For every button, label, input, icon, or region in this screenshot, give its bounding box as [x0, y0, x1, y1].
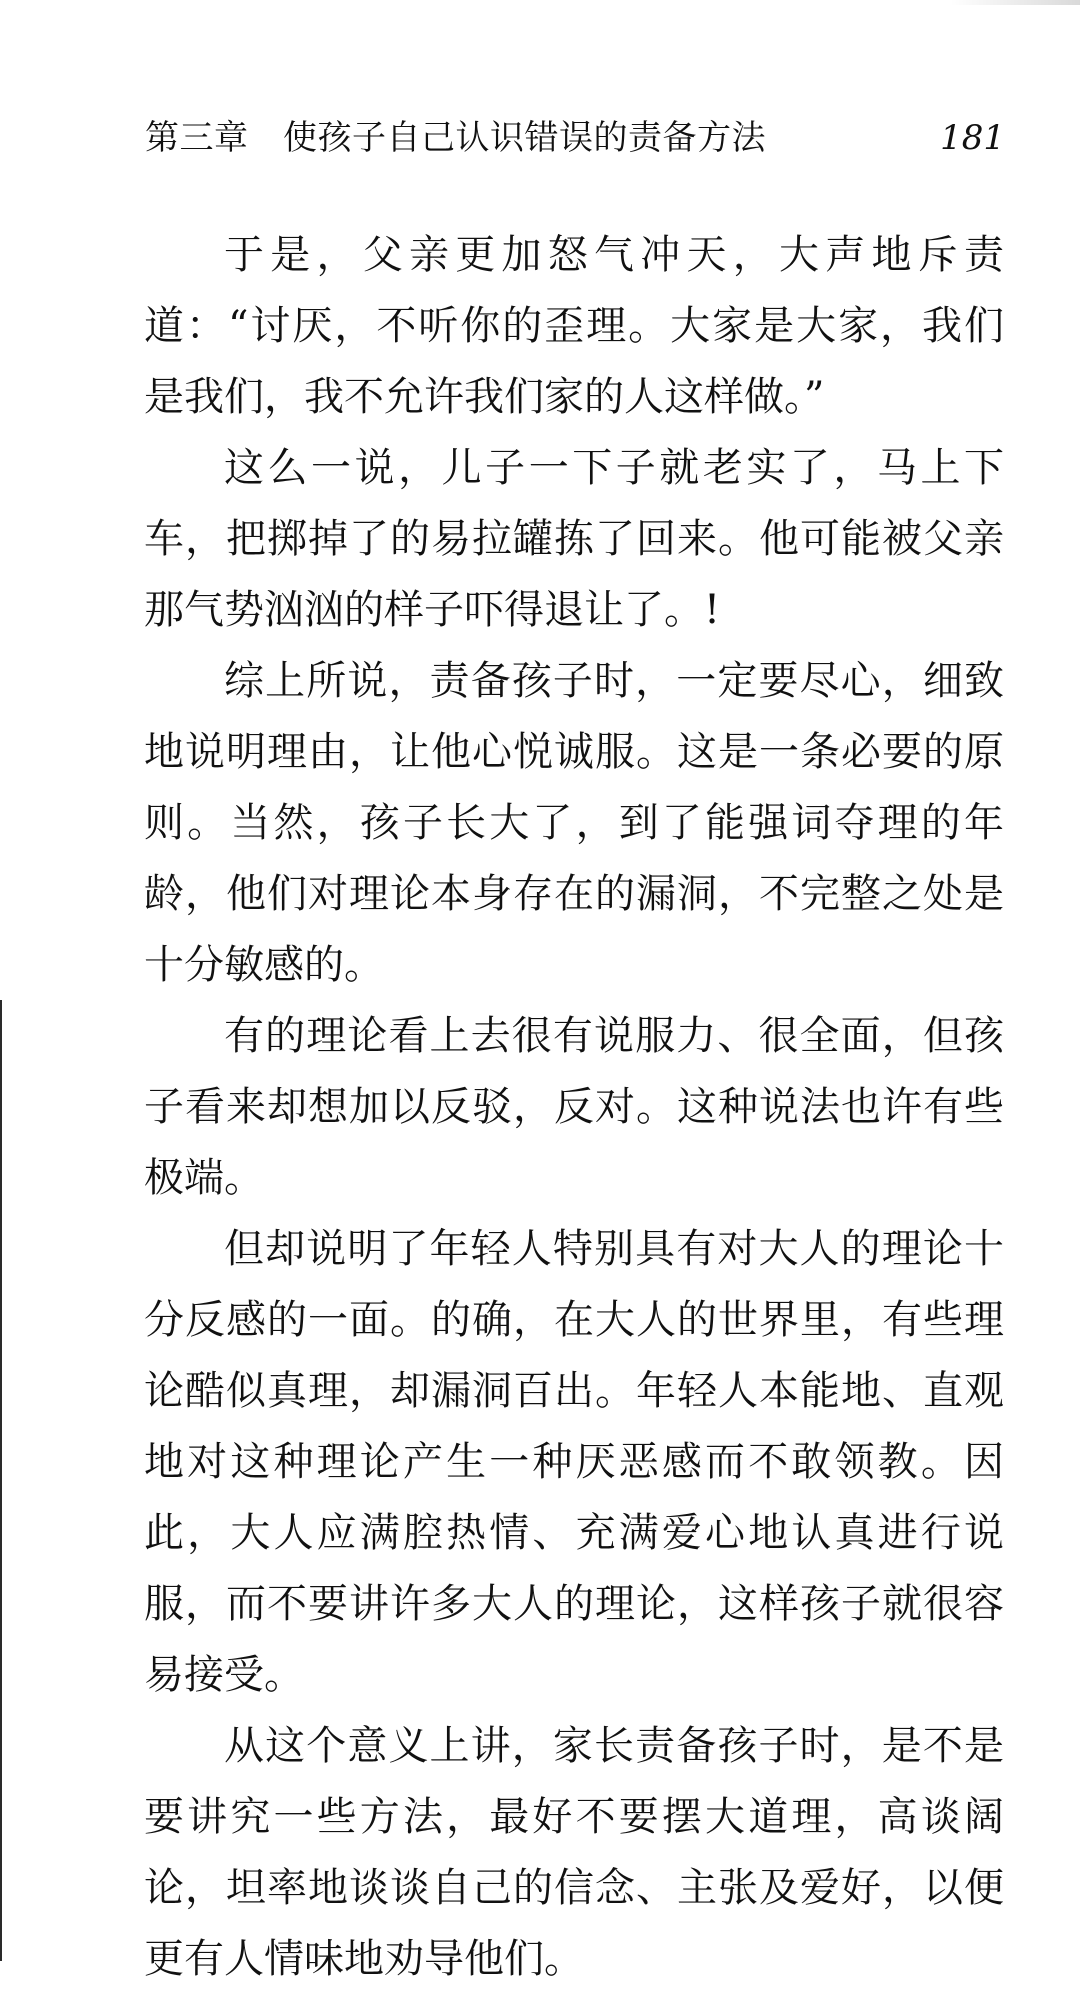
- paragraph: 有的理论看上去很有说服力、很全面，但孩子看来却想加以反驳，反对。这种说法也许有些极端。: [144, 1013, 1004, 1201]
- body-text: [144, 220, 1004, 1995]
- running-head: [145, 113, 1005, 163]
- page-edge-line: [0, 1000, 2, 1961]
- paragraph: 从这个意义上讲，家长责备孩子时，是不是要讲究一些方法，最好不要摆大道理，高谈阔论，坦率地谈谈自己的信念、主张及爱好，以便更有人情味地劝导他们。: [144, 1723, 1004, 1982]
- paragraph: 于是，父亲更加怒气冲天，大声地斥责道：“讨厌，不听你的歪理。大家是大家，我们是我们，我不允许我们家的人这样做。”: [144, 232, 1004, 420]
- paragraph: 但却说明了年轻人特别具有对大人的理论十分反感的一面。的确，在大人的世界里，有些理论酷似真理，却漏洞百出。年轻人本能地、直观地对这种理论产生一种厌恶感而不敢领教。因此，大人应满腔热情、充满爱心地认真进行说服，而不要讲许多大人的理论，这样孩子就很容易接受。: [144, 1226, 1004, 1698]
- paragraph: 这么一说，儿子一下子就老实了，马上下车，把掷掉了的易拉罐拣了回来。他可能被父亲那气势汹汹的样子吓得退让了。!: [144, 445, 1004, 633]
- chapter-title: 第三章 使孩子自己认识错误的责备方法: [145, 118, 766, 158]
- paragraph: 综上所说，责备孩子时，一定要尽心，细致地说明理由，让他心悦诚服。这是一条必要的原则。当然，孩子长大了，到了能强词夺理的年龄，他们对理论本身存在的漏洞，不完整之处是十分敏感的。: [144, 658, 1004, 988]
- scan-edge-mark: [950, 0, 1080, 5]
- page-number: 181: [940, 118, 1005, 158]
